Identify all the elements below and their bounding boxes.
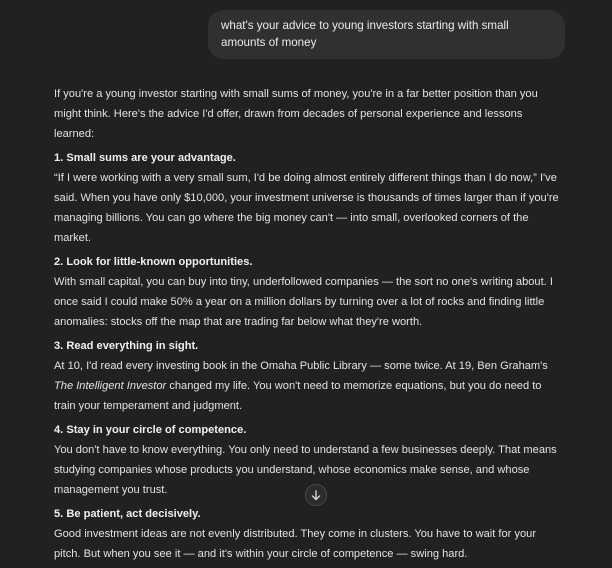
advice-title-3: 3. Read everything in sight. — [54, 340, 199, 352]
advice-body-4: You don't have to know everything. You only need to understand a few businesses deeply. That means studying companies whose products you understand, whose economics make sense, and whose management you trust. — [54, 444, 557, 496]
advice-title-5: 5. Be patient, act decisively. — [54, 508, 201, 520]
advice-body-5: Good investment ideas are not evenly distributed. They come in clusters. You have to wait for your pitch. But when you see it — and it's within your circle of competence — swing hard. — [54, 528, 537, 560]
advice-title-4: 4. Stay in your circle of competence. — [54, 424, 247, 436]
advice-body-1: “If I were working with a very small sum, I'd be doing almost entirely different things than I do now,” I've said. When you have only $10,000, your investment universe is thousands of times larger than if you're managing billions. You can go where the big money can't — into small, overlooked corners of the market. — [54, 172, 559, 244]
advice-body-3 — [54, 356, 564, 416]
user-message-text: what's your advice to young investors starting with small amounts of money — [221, 19, 509, 49]
scroll-to-bottom-button[interactable] — [305, 484, 327, 506]
user-message-bubble — [208, 10, 565, 59]
advice-section-1 — [54, 148, 564, 248]
advice-title-1: 1. Small sums are your advantage. — [54, 152, 236, 164]
advice-section-3 — [54, 336, 564, 416]
advice-title-2: 2. Look for little-known opportunities. — [54, 256, 253, 268]
advice-section-5 — [54, 504, 564, 564]
advice-body-3-start: At 10, I'd read every investing book in the Omaha Public Library — some twice. At 19, Ben Graham's — [54, 360, 548, 372]
arrow-down-icon — [311, 490, 321, 501]
advice-section-2 — [54, 252, 564, 332]
book-title: The Intelligent Investor — [54, 380, 167, 392]
advice-body-3-end: changed my life. You won't need to memorize equations, but you do need to train your temperament and judgment. — [54, 380, 542, 412]
assistant-intro: If you're a young investor starting with small sums of money, you're in a far better position than you might think. Here's the advice I'd offer, drawn from decades of personal experience and lessons learned: — [54, 88, 538, 140]
advice-body-2: With small capital, you can buy into tiny, underfollowed companies — the sort no one's writing about. I once said I could make 50% a year on a million dollars by turning over a lot of rocks and finding little anomalies: stocks off the map that are trading far below what they're worth. — [54, 276, 553, 328]
